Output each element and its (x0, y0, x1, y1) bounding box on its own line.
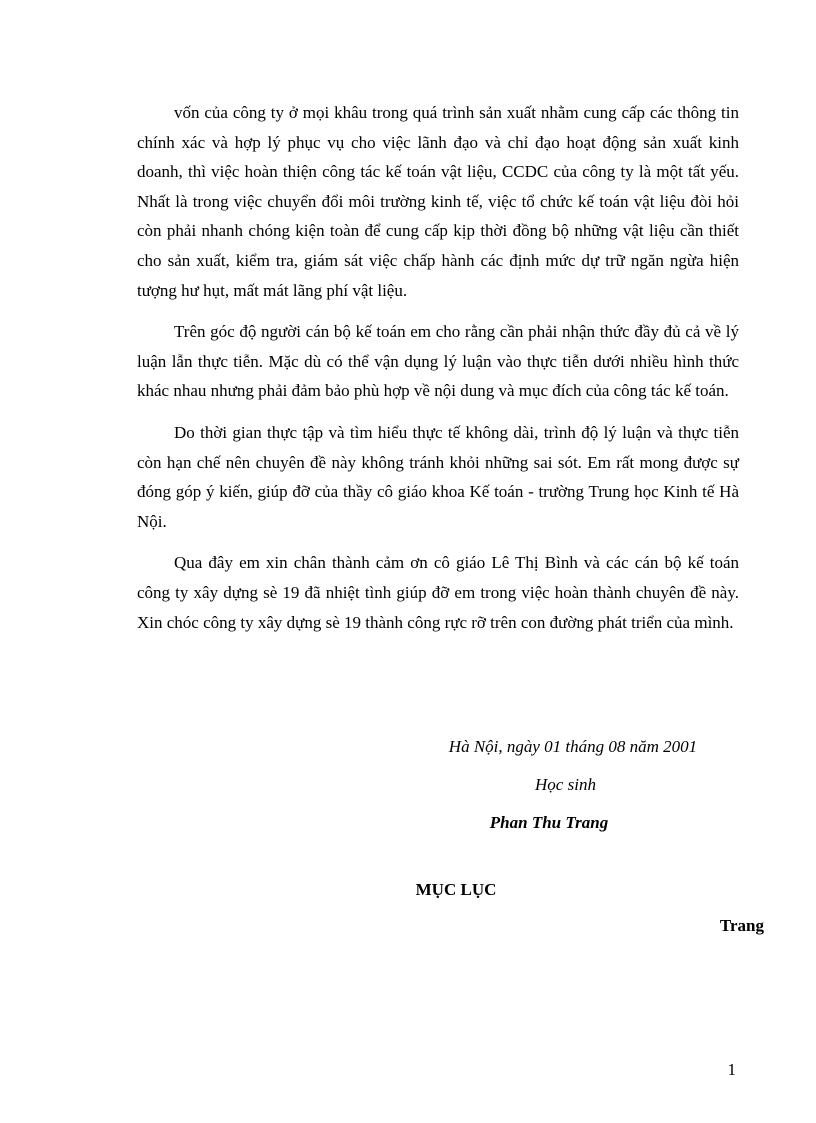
signature-role: Học sinh (535, 775, 596, 794)
paragraph-3: Do thời gian thực tập và tìm hiểu thực tế không dài, trình độ lý luận và thực tiễn còn hạn chế nên chuyên đề này không tránh khỏi những sai sót. Em rất mong được sự đóng góp ý kiến, giúp đỡ của thầy cô giáo khoa Kế toán - trường Trung học Kinh tế Hà Nội. (137, 422, 739, 531)
body-text (137, 98, 739, 649)
paragraph-1: vốn của công ty ở mọi khâu trong quá trình sản xuất nhằm cung cấp các thông tin chính xác và hợp lý phục vụ cho việc lãnh đạo và chỉ đạo hoạt động sản xuất kinh doanh, thì việc hoàn thiện công tác kế toán vật liệu, CCDC của công ty là một tất yếu. Nhất là trong việc chuyển đổi môi trường kinh tế, việc tổ chức kế toán vật liệu đòi hỏi còn phải nhanh chóng kiện toàn để cung cấp kịp thời đồng bộ những vật liệu cần thiết cho sản xuất, kiểm tra, giám sát việc chấp hành các định mức dự trữ ngăn ngừa hiện tượng hư hụt, mất mát lãng phí vật liệu. (137, 103, 739, 300)
signature-name: Phan Thu Trang (489, 813, 609, 832)
toc-page-label: Trang (719, 916, 764, 935)
page-number: 1 (727, 1060, 736, 1079)
paragraph-2: Trên góc độ người cán bộ kế toán em cho rằng cần phải nhận thức đầy đủ cả về lý luận lẫn thực tiễn. Mặc dù có thể vận dụng lý luận vào thực tiễn dưới nhiều hình thức khác nhau nhưng phải đảm bảo phù hợp về nội dung và mục đích của công tác kế toán. (137, 322, 739, 401)
signature-place-date: Hà Nội, ngày 01 tháng 08 năm 2001 (448, 737, 698, 756)
toc-title: MỤC LỤC (415, 880, 497, 899)
paragraph-4: Qua đây em xin chân thành cảm ơn cô giáo Lê Thị Bình và các cán bộ kế toán công ty xây dựng sè 19 đã nhiệt tình giúp đỡ em trong việc hoàn thành chuyên đề này. Xin chóc công ty xây dựng sè 19 thành công rực rỡ trên con đường phát triển của mình. (137, 553, 739, 632)
